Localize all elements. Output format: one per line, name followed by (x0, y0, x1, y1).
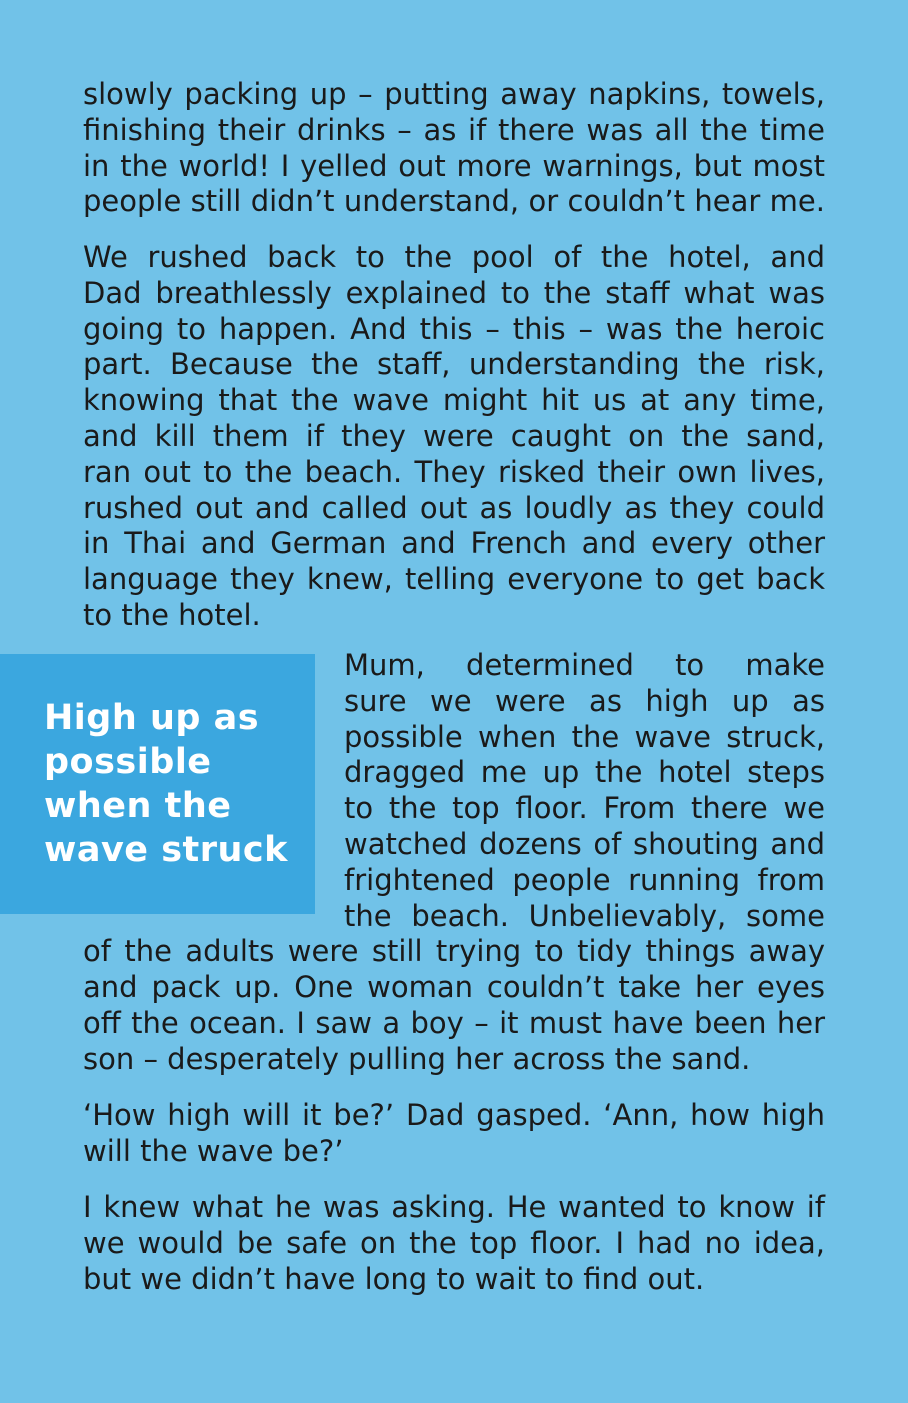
text-line: Dad breathlessly explained to the staff what was (83, 275, 825, 310)
text-line: going to happen. And this – this – was the heroic (83, 311, 825, 346)
text-line: knowing that the wave might hit us at any time, (83, 383, 825, 418)
paragraph-3 (83, 648, 825, 1078)
text-line: language they knew, telling everyone to get back (83, 562, 825, 597)
text-line: to the top floor. From there we (344, 791, 825, 826)
text-line: I knew what he was asking. He wanted to know if (83, 1190, 825, 1224)
text-line: finishing their drinks – as if there was all the time (83, 112, 825, 147)
pull-quote-line: when the (44, 786, 232, 826)
text-line: ‘How high will it be?’ Dad gasped. ‘Ann, how high (83, 1098, 825, 1132)
text-line: in Thai and German and French and every other (83, 526, 825, 561)
text-line: we would be safe on the top floor. I had no idea, (83, 1225, 825, 1260)
text-line: of the adults were still trying to tidy things away (83, 934, 825, 969)
paragraph-5 (83, 1190, 825, 1297)
text-line: frightened people running from (344, 862, 825, 897)
text-line: and pack up. One woman couldn’t take her eyes (83, 970, 825, 1005)
pull-quote-line: High up as (44, 698, 260, 738)
paragraph-2 (83, 240, 825, 634)
text-line: son – desperately pulling her across the sand. (83, 1041, 751, 1076)
text-line: and kill them if they were caught on the sand, (83, 418, 825, 453)
text-line: Mum, determined to make (344, 648, 825, 682)
text-line: the beach. Unbelievably, some (344, 898, 825, 933)
text-line: off the ocean. I saw a boy – it must have been her (83, 1005, 825, 1040)
text-line: but we didn’t have long to wait to find out. (83, 1261, 705, 1296)
paragraph-4 (83, 1098, 825, 1170)
pull-quote-line: possible (44, 742, 212, 782)
text-line: We rushed back to the pool of the hotel, and (83, 240, 825, 274)
text-line: sure we were as high up as (344, 683, 825, 718)
text-line: people still didn’t understand, or couldn’t hear me. (83, 184, 825, 219)
text-line: in the world! I yelled out more warnings, but most (83, 148, 825, 183)
text-line: rushed out and called out as loudly as they could (83, 490, 825, 525)
paragraph-3-indented (83, 648, 825, 934)
text-line: ran out to the beach. They risked their own lives, (83, 454, 825, 489)
text-line: possible when the wave struck, (344, 719, 825, 754)
paragraph-1 (83, 77, 825, 220)
pull-quote-line: wave struck (44, 830, 288, 870)
text-line: watched dozens of shouting and (344, 826, 825, 861)
text-line: will the wave be?’ (83, 1133, 344, 1168)
text-line: part. Because the staff, understanding the risk, (83, 347, 825, 382)
text-line: dragged me up the hotel steps (344, 755, 825, 790)
text-line: to the hotel. (83, 597, 261, 632)
text-line: slowly packing up – putting away napkins, towels, (83, 77, 825, 111)
